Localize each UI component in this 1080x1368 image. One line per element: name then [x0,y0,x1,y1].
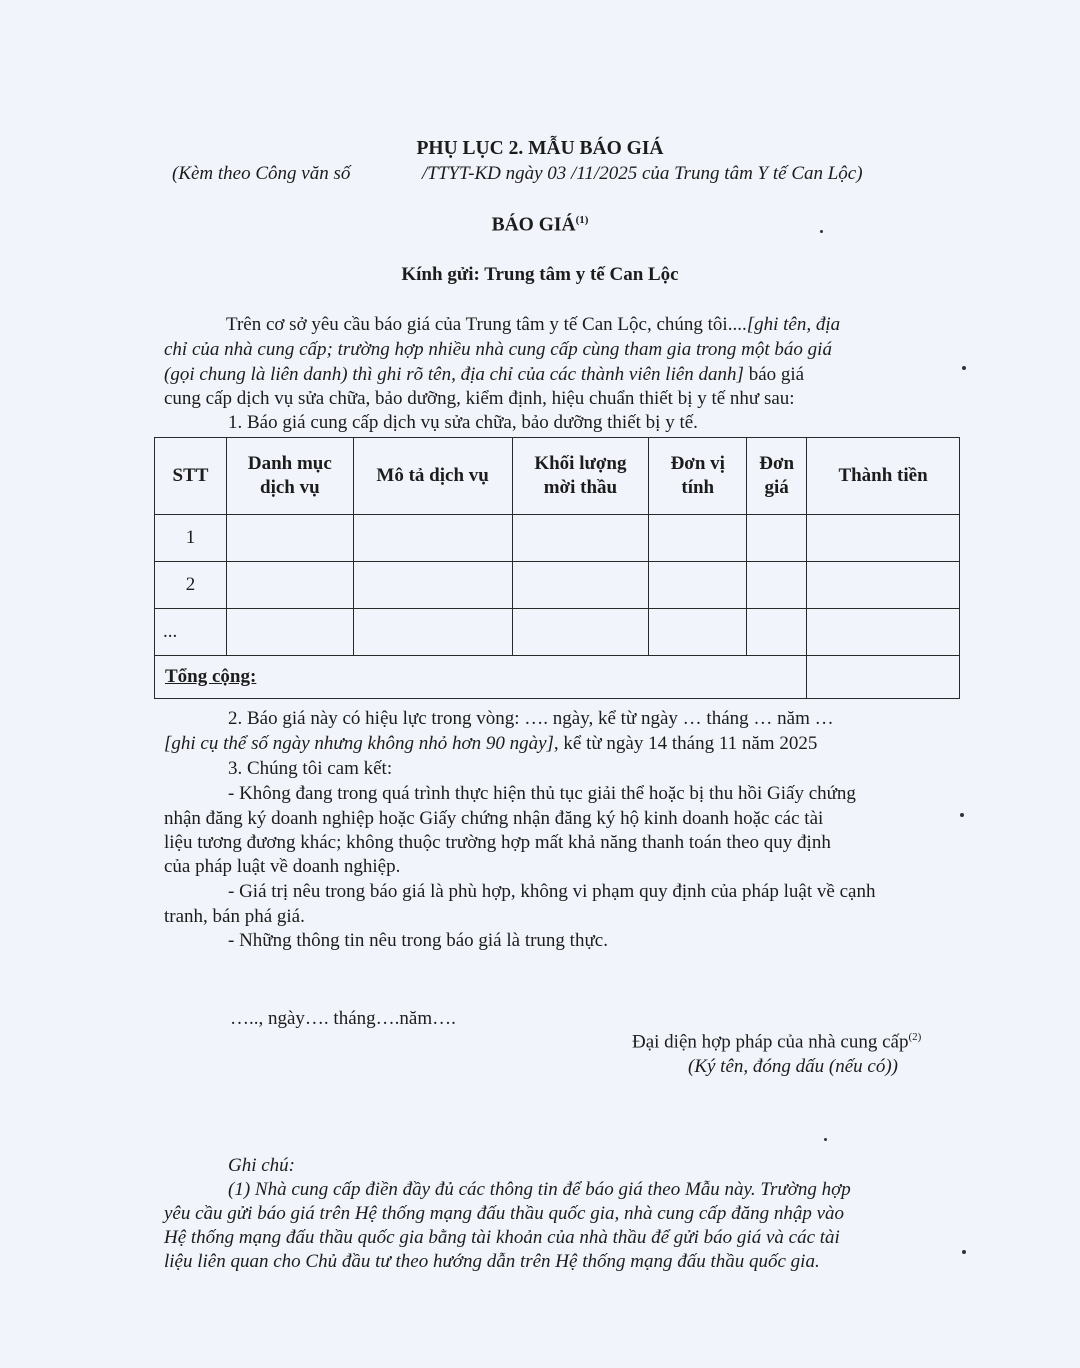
row-price [747,562,807,609]
header-amount: Thành tiền [807,438,960,515]
header-unit-line-2: tính [681,477,715,498]
appendix-title: PHỤ LỤC 2. MẪU BÁO GIÁ [416,138,664,159]
intro-line-1-text: Trên cơ sở yêu cầu báo giá của Trung tâm y tế Can Lộc, chúng tôi.... [226,314,747,335]
commitment-p2-line-2: tranh, bán phá giá. [164,906,305,927]
validity-line-2-text: , kể từ ngày 14 tháng 11 năm 2025 [553,733,818,754]
quote-table [154,437,960,699]
intro-line-3 [164,364,804,386]
commitment-p1-line-2: nhận đăng ký doanh nghiệp hoặc Giấy chứng nhận đăng ký hộ kinh doanh hoặc các tài [164,808,824,829]
header-quantity [512,438,649,515]
commitment-p1-line-3: liệu tương đương khác; không thuộc trường hợp mất khả năng thanh toán theo quy định [164,832,831,853]
section-1-heading: 1. Báo giá cung cấp dịch vụ sửa chữa, bảo dưỡng thiết bị y tế. [228,412,698,433]
intro-line-3-text: báo giá [743,364,805,385]
table-row [155,609,960,656]
signature-instruction: (Ký tên, đóng dấu (nếu có)) [688,1056,898,1077]
intro-line-3-italic: (gọi chung là liên danh) thì ghi rõ tên, địa chỉ của các thành viên liên danh] [164,364,744,385]
validity-line-2 [164,733,817,755]
row-quantity [512,609,649,656]
document-title [0,214,1080,237]
commitment-heading: 3. Chúng tôi cam kết: [228,758,393,779]
intro-line-2: chỉ của nhà cung cấp; trường hợp nhiều nhà cung cấp cùng tham gia trong một báo giá [164,339,832,360]
total-amount [807,656,960,699]
notes-line-1: (1) Nhà cung cấp điền đầy đủ các thông tin để báo giá theo Mẫu này. Trường hợp [228,1179,851,1200]
header-price [747,438,807,515]
header-price-line-1: Đơn [759,453,795,474]
signature-representative-text: Đại diện hợp pháp của nhà cung cấp [632,1031,909,1053]
row-stt: 1 [155,515,227,562]
notes-line-2: yêu cầu gửi báo giá trên Hệ thống mạng đấu thầu quốc gia, nhà cung cấp đăng nhập vào [164,1203,845,1224]
header-unit [649,438,747,515]
header-quantity-line-2: mời thầu [543,477,618,498]
row-stt: ... [155,609,227,656]
row-description [353,562,512,609]
commitment-p2-line-1: - Giá trị nêu trong báo giá là phù hợp, không vi phạm quy định của pháp luật về cạnh [228,881,876,902]
notes-heading: Ghi chú: [228,1155,296,1176]
header-price-line-2: giá [764,477,789,498]
scan-speck [824,1138,827,1141]
scan-speck [820,230,823,233]
header-category-line-1: Danh mục [247,453,332,474]
scan-speck [962,366,966,370]
table-total-row [155,656,960,699]
total-label: Tổng cộng: [155,656,807,699]
row-unit [649,562,747,609]
header-stt: STT [155,438,227,515]
scan-speck [962,1250,966,1254]
intro-line-1-italic: [ghi tên, địa [746,314,841,335]
document-title-note: (1) [575,214,589,226]
table-row [155,562,960,609]
header-quantity-line-1: Khối lượng [534,453,627,474]
table-row [155,515,960,562]
reference-left: (Kèm theo Công văn số [172,163,351,184]
header-category-line-2: dịch vụ [260,477,320,498]
signature-representative-note: (2) [908,1031,922,1043]
header-category [226,438,353,515]
row-unit [649,609,747,656]
recipient: Kính gửi: Trung tâm y tế Can Lộc [401,264,679,285]
commitment-p1-line-1: - Không đang trong quá trình thực hiện thủ tục giải thể hoặc bị thu hồi Giấy chứng [228,783,856,804]
validity-line-1: 2. Báo giá này có hiệu lực trong vòng: …. ngày, kể từ ngày … tháng … năm … [228,708,834,729]
row-amount [807,562,960,609]
scan-speck [960,813,964,817]
header-unit-line-1: Đơn vị [670,453,725,474]
row-category [226,609,353,656]
table-header-row [155,438,960,515]
validity-line-2-italic: [ghi cụ thể số ngày nhưng không nhỏ hơn 90 ngày] [164,733,554,754]
row-price [747,515,807,562]
intro-line-4: cung cấp dịch vụ sửa chữa, bảo dưỡng, kiểm định, hiệu chuẩn thiết bị y tế như sau: [164,388,795,409]
signature-representative [632,1031,921,1053]
row-amount [807,609,960,656]
row-stt: 2 [155,562,227,609]
commitment-p3: - Những thông tin nêu trong báo giá là trung thực. [228,930,608,951]
document-title-text: BÁO GIÁ [491,214,576,236]
row-category [226,515,353,562]
signature-date-line: ….., ngày…. tháng….năm…. [230,1008,456,1029]
row-description [353,609,512,656]
notes-line-4: liệu liên quan cho Chủ đầu tư theo hướng dẫn trên Hệ thống mạng đấu thầu quốc gia. [164,1251,820,1272]
commitment-p1-line-4: của pháp luật về doanh nghiệp. [164,856,401,877]
row-amount [807,515,960,562]
row-price [747,609,807,656]
header-description: Mô tả dịch vụ [353,438,512,515]
row-category [226,562,353,609]
row-unit [649,515,747,562]
notes-line-3: Hệ thống mạng đấu thầu quốc gia bằng tài khoản của nhà thầu để gửi báo giá và các tài [164,1227,840,1248]
row-description [353,515,512,562]
reference-right: /TTYT-KD ngày 03 /11/2025 của Trung tâm Y tế Can Lộc) [422,163,863,184]
intro-line-1 [226,314,840,336]
row-quantity [512,562,649,609]
row-quantity [512,515,649,562]
